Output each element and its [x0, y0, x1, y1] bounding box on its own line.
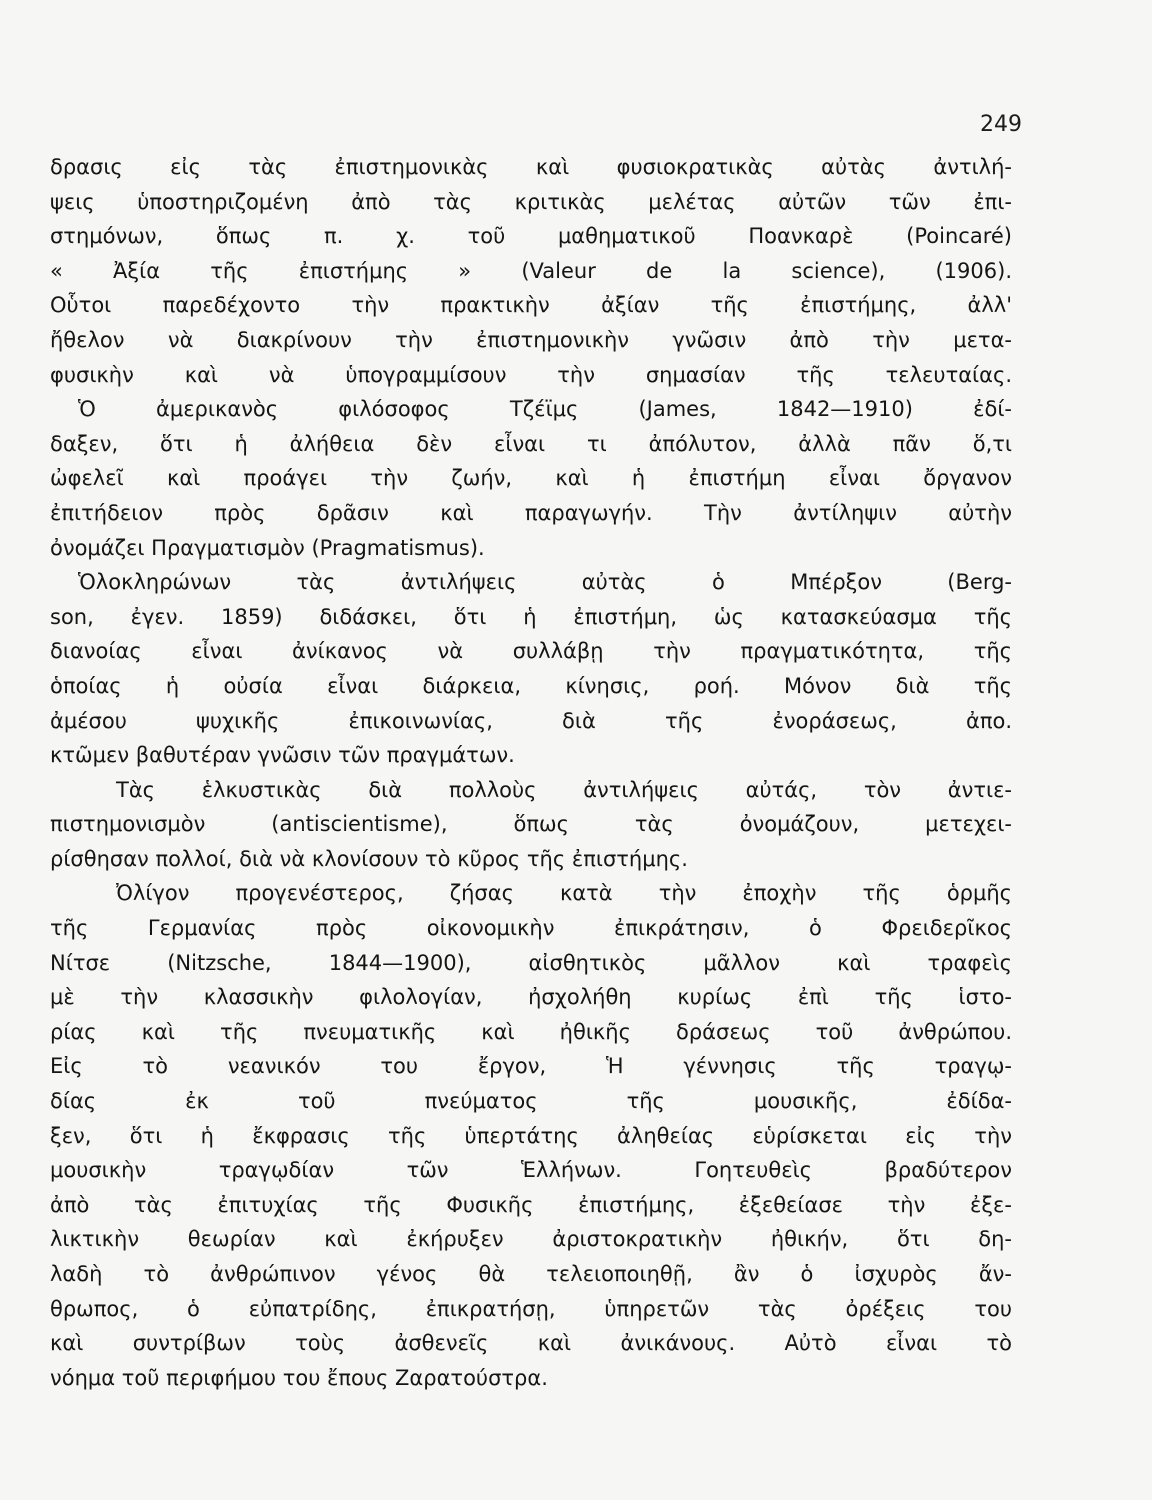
- text-line: πιστημονισμὸν (antiscientisme), ὅπως τὰς ὀνομάζουν, μετεχει-: [50, 812, 1012, 837]
- text-line: δρασις εἰς τὰς ἐπιστημονικὰς καὶ φυσιοκρατικὰς αὐτὰς ἀντιλή-: [50, 155, 1012, 179]
- text-line: θρωπος, ὁ εὐπατρίδης, ἐπικρατήσῃ, ὑπηρετῶν τὰς ὀρέξεις του: [50, 1296, 1012, 1321]
- text-line: ἀμέσου ψυχικῆς ἐπικοινωνίας, διὰ τῆς ἐνοράσεως, ἀπο.: [50, 708, 1012, 733]
- text-line: ἐπιτήδειον πρὸς δρᾶσιν καὶ παραγωγήν. Τὴν ἀντίληψιν αὐτὴν: [50, 500, 1012, 525]
- text-line: τῆς Γερμανίας πρὸς οἰκονομικὴν ἐπικράτησιν, ὁ Φρειδερῖκος: [50, 916, 1012, 941]
- text-line: ὁποίας ἡ οὐσία εἶναι διάρκεια, κίνησις, ροή. Μόνον διὰ τῆς: [50, 673, 1012, 698]
- text-line: δαξεν, ὅτι ἡ ἀλήθεια δὲν εἶναι τι ἀπόλυτον, ἀλλὰ πᾶν ὅ,τι: [50, 431, 1012, 456]
- text-line: Νίτσε (Nitzsche, 1844—1900), αἰσθητικὸς μᾶλλον καὶ τραφεὶς: [50, 950, 1012, 975]
- text-line: φυσικὴν καὶ νὰ ὑπογραμμίσουν τὴν σημασίαν τῆς τελευταίας.: [50, 362, 1012, 387]
- text-line: ψεις ὑποστηριζομένη ἀπὸ τὰς κριτικὰς μελέτας αὐτῶν τῶν ἐπι-: [50, 189, 1012, 214]
- text-line: ρίας καὶ τῆς πνευματικῆς καὶ ἠθικῆς δράσεως τοῦ ἀνθρώπου.: [50, 1019, 1012, 1044]
- text-line: μουσικὴν τραγῳδίαν τῶν Ἑλλήνων. Γοητευθεὶς βραδύτερον: [50, 1158, 1012, 1183]
- text-line: μὲ τὴν κλασσικὴν φιλολογίαν, ἠσχολήθη κυρίως ἐπὶ τῆς ἱστο-: [50, 985, 1012, 1010]
- text-line: ρίσθησαν πολλοί, διὰ νὰ κλονίσουν τὸ κῦρος τῆς ἐπιστήμης.: [50, 846, 688, 871]
- text-line: ὀνομάζει Πραγματισμὸν (Pragmatismus).: [50, 535, 485, 560]
- text-line: νόημα τοῦ περιφήμου του ἔπους Ζαρατούστρα.: [50, 1365, 548, 1390]
- text-line: Τὰς ἑλκυστικὰς διὰ πολλοὺς ἀντιλήψεις αὐτάς, τὸν ἀντιε-: [116, 777, 1012, 802]
- text-line: δίας ἐκ τοῦ πνεύματος τῆς μουσικῆς, ἐδίδα-: [50, 1089, 1012, 1114]
- text-line: καὶ συντρίβων τοὺς ἀσθενεῖς καὶ ἀνικάνους. Αὐτὸ εἶναι τὸ: [50, 1331, 1012, 1356]
- body-text: [50, 150, 1012, 1395]
- text-line: ἀπὸ τὰς ἐπιτυχίας τῆς Φυσικῆς ἐπιστήμης, ἐξεθείασε τὴν ἐξε-: [50, 1192, 1012, 1217]
- text-line: « Ἀξία τῆς ἐπιστήμης » (Valeur de la science), (1906).: [50, 258, 1012, 283]
- text-line: Οὗτοι παρεδέχοντο τὴν πρακτικὴν ἀξίαν τῆς ἐπιστήμης, ἀλλ': [50, 293, 1012, 318]
- text-line: Ὁλοκληρώνων τὰς ἀντιλήψεις αὐτὰς ὁ Μπέρξον (Berg-: [78, 570, 1012, 595]
- text-line: ξεν, ὅτι ἡ ἔκφρασις τῆς ὑπερτάτης ἀληθείας εὑρίσκεται εἰς τὴν: [50, 1123, 1012, 1148]
- text-line: στημόνων, ὅπως π. χ. τοῦ μαθηματικοῦ Ποανκαρὲ (Poincaré): [50, 224, 1012, 249]
- text-line: Ὁ ἀμερικανὸς φιλόσοφος Τζέϊμς (James, 1842—1910) ἐδί-: [78, 397, 1012, 422]
- page-number: 249: [980, 112, 1022, 137]
- text-line: λαδὴ τὸ ἀνθρώπινον γένος θὰ τελειοποιηθῇ, ἂν ὁ ἰσχυρὸς ἄν-: [50, 1262, 1012, 1286]
- text-line: Ὀλίγον προγενέστερος, ζήσας κατὰ τὴν ἐποχὴν τῆς ὁρμῆς: [116, 881, 1012, 906]
- text-line: κτῶμεν βαθυτέραν γνῶσιν τῶν πραγμάτων.: [50, 743, 515, 768]
- text-line: Εἰς τὸ νεανικόν του ἔργον, Ἡ γέννησις τῆς τραγῳ-: [50, 1054, 1012, 1079]
- text-line: son, ἐγεν. 1859) διδάσκει, ὅτι ἡ ἐπιστήμη, ὡς κατασκεύασμα τῆς: [50, 604, 1012, 629]
- text-line: λικτικὴν θεωρίαν καὶ ἐκήρυξεν ἀριστοκρατικὴν ἠθικήν, ὅτι δη-: [50, 1227, 1012, 1252]
- text-line: ὠφελεῖ καὶ προάγει τὴν ζωήν, καὶ ἡ ἐπιστήμη εἶναι ὄργανον: [50, 466, 1012, 491]
- text-line: ἤθελον νὰ διακρίνουν τὴν ἐπιστημονικὴν γνῶσιν ἀπὸ τὴν μετα-: [50, 327, 1012, 352]
- text-line: διανοίας εἶναι ἀνίκανος νὰ συλλάβῃ τὴν πραγματικότητα, τῆς: [50, 639, 1012, 664]
